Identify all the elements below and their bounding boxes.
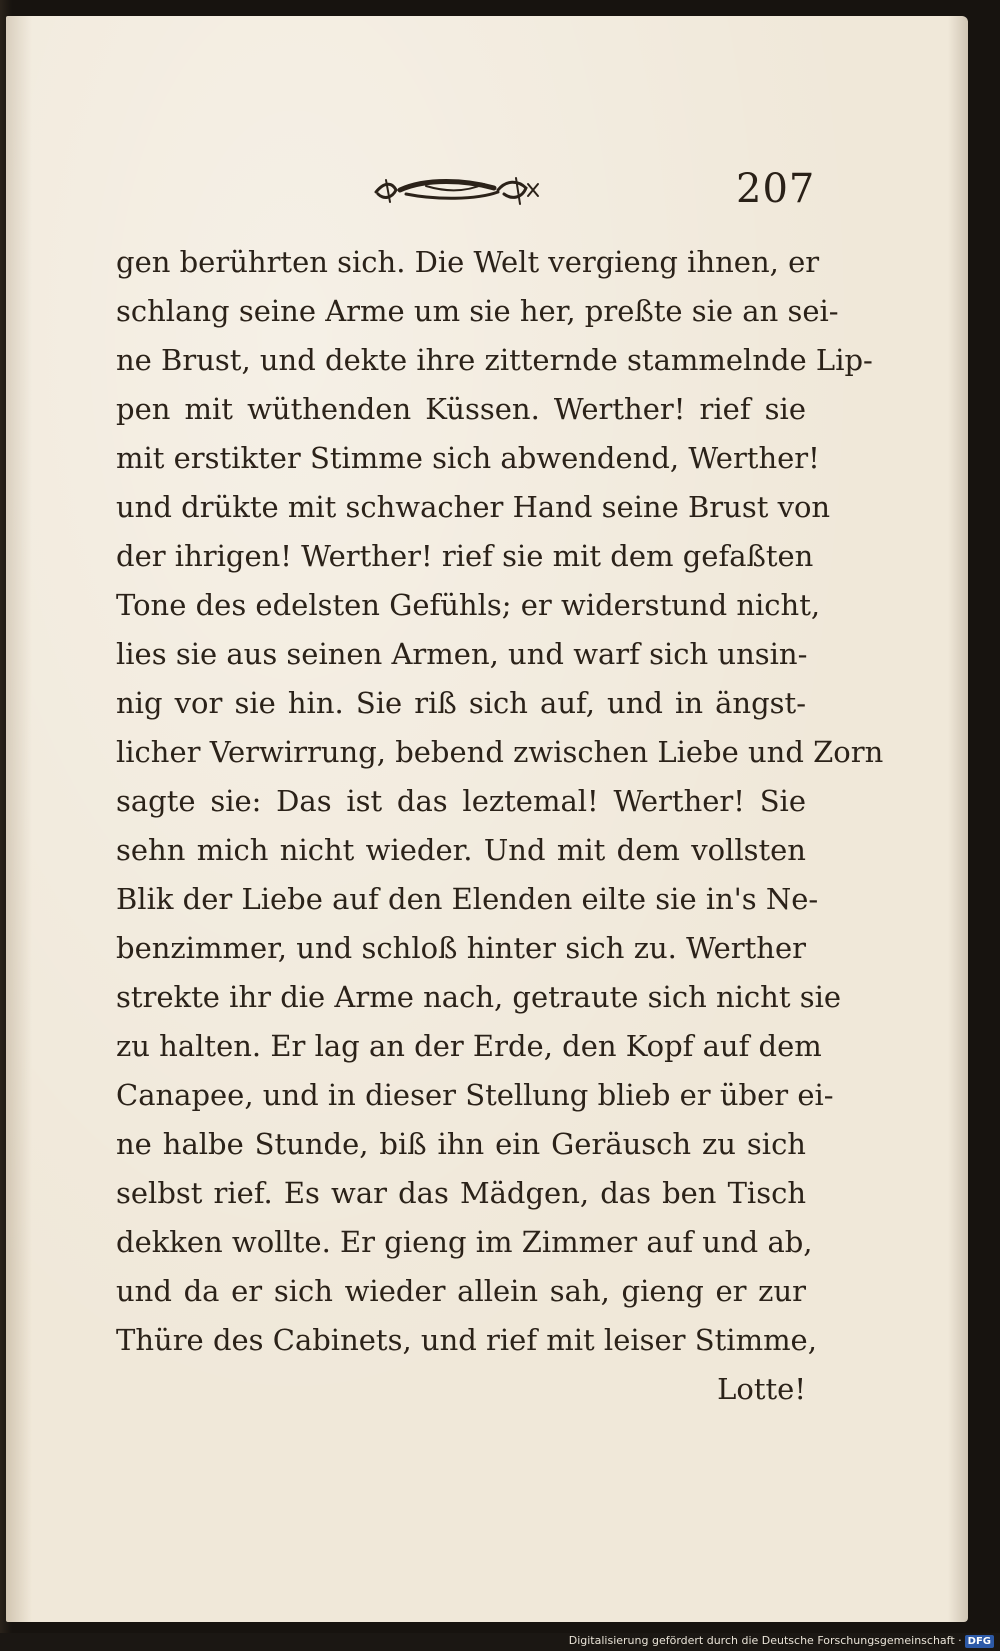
fleuron-ornament-icon <box>366 170 546 210</box>
text-line: ne Brust, und dekte ihre zitternde stammelnde Lip- <box>116 343 873 377</box>
text-line: sehn mich nicht wieder. Und mit dem vollsten <box>116 833 806 867</box>
text-line: sagte sie: Das ist das leztemal! Werther! Sie <box>116 784 806 818</box>
text-line: mit erstikter Stimme sich abwendend, Werther! <box>116 441 820 475</box>
book-page <box>6 16 968 1622</box>
dfg-logo-icon: DFG <box>965 1635 994 1648</box>
text-line: lies sie aus seinen Armen, und warf sich unsin- <box>116 637 808 671</box>
text-line: der ihrigen! Werther! rief sie mit dem gefaßten <box>116 539 814 573</box>
body-text <box>116 238 884 1414</box>
text-line: schlang seine Arme um sie her, preßte sie an sei- <box>116 294 839 328</box>
text-line: Canapee, und in dieser Stellung blieb er über ei- <box>116 1078 834 1112</box>
text-line: dekken wollte. Er gieng im Zimmer auf und ab, <box>116 1225 813 1259</box>
text-line: und drükte mit schwacher Hand seine Brust von <box>116 490 831 524</box>
text-line: Tone des edelsten Gefühls; er widerstund nicht, <box>116 588 821 622</box>
page-number: 207 <box>736 166 816 212</box>
funding-credit-text: Digitalisierung gefördert durch die Deutsche Forschungsgemeinschaft · <box>568 1634 962 1647</box>
text-line: gen berührten sich. Die Welt vergieng ihnen, er <box>116 245 820 279</box>
text-line: Blik der Liebe auf den Elenden eilte sie in's Ne- <box>116 882 819 916</box>
text-line: und da er sich wieder allein sah, gieng er zur <box>116 1274 806 1308</box>
funding-credit <box>569 1634 994 1648</box>
text-line: Thüre des Cabinets, und rief mit leiser Stimme, <box>116 1323 817 1357</box>
text-line: zu halten. Er lag an der Erde, den Kopf auf dem <box>116 1029 822 1063</box>
text-line: benzimmer, und schloß hinter sich zu. Werther <box>116 931 806 965</box>
text-line: nig vor sie hin. Sie riß sich auf, und in ängst- <box>116 686 806 720</box>
text-line: ne halbe Stunde, biß ihn ein Geräusch zu sich <box>116 1127 806 1161</box>
text-line: selbst rief. Es war das Mädgen, das ben Tisch <box>116 1176 806 1210</box>
text-line: strekte ihr die Arme nach, getraute sich nicht sie <box>116 980 842 1014</box>
page-header <box>6 166 968 226</box>
text-line: pen mit wüthenden Küssen. Werther! rief sie <box>116 392 806 426</box>
text-line: licher Verwirrung, bebend zwischen Liebe und Zorn <box>116 735 884 769</box>
catchword: Lotte! <box>717 1372 806 1406</box>
